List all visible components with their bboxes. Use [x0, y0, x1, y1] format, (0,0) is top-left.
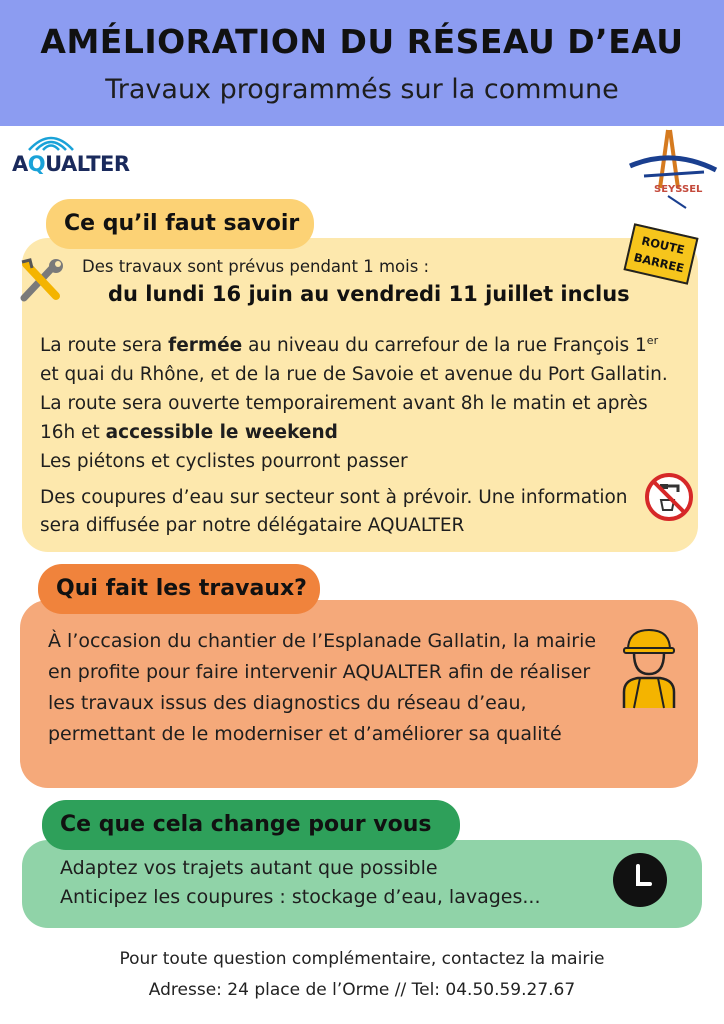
aqualter-logo-rest: UALTER [45, 152, 130, 176]
section-impact-heading: Ce que cela change pour vous [42, 800, 460, 850]
closure-text-bold-weekend: accessible le weekend [105, 422, 338, 444]
closure-text-c: au niveau du carrefour de la rue François 1 [242, 335, 647, 357]
road-sign-line1: ROUTE [640, 233, 686, 257]
road-closed-sign-icon [620, 224, 704, 290]
no-water-icon [644, 472, 694, 522]
section-impact-box [22, 840, 702, 928]
works-duration-text: Des travaux sont prévus pendant 1 mois : [82, 257, 430, 276]
address-phone-text: Adresse: 24 place de l’Orme // Tel: 04.50.59.27.67 [148, 980, 576, 1000]
aqualter-logo-q: Q [27, 152, 46, 176]
closure-text-d: et quai du Rhône, et de la rue de Savoie et avenue du Port Gallatin. La route sera ouverte temporairement avant 8h le matin et après 16h et [40, 364, 668, 444]
road-sign-line2: BARREE [632, 250, 686, 276]
page-title: AMÉLIORATION DU RÉSEAU D’EAU [40, 22, 684, 61]
road-closure-paragraph [40, 326, 670, 476]
tools-icon [16, 258, 68, 304]
works-dates: du lundi 16 juin au vendredi 11 juillet inclus [108, 282, 630, 306]
water-cuts-text: Des coupures d’eau sur secteur sont à prévoir. Une information sera diffusée par notre délégataire AQUALTER [40, 487, 628, 536]
seyssel-logo-text: SEYSSEL [654, 184, 703, 195]
aqualter-logo [12, 130, 144, 184]
pedestrians-text: Les piétons et cyclistes pourront passer [40, 451, 408, 473]
construction-worker-icon [620, 626, 678, 710]
page-subtitle: Travaux programmés sur la commune [105, 74, 619, 105]
impact-line-2: Anticipez les coupures : stockage d’eau, lavages... [60, 886, 541, 908]
water-wave-icon [26, 130, 76, 152]
section-who-heading: Qui fait les travaux? [38, 564, 320, 614]
bridge-icon [624, 126, 720, 210]
who-works-paragraph: À l’occasion du chantier de l’Esplanade Gallatin, la mairie en profite pour faire intervenir AQUALTER afin de réaliser les travaux issus des diagnostics du réseau d’eau, permettant de le moderniser et d’améliorer sa qualité [48, 630, 597, 745]
closure-text-bold-closed: fermée [168, 335, 243, 357]
header-banner [0, 0, 724, 126]
aqualter-logo-a: A [12, 152, 28, 176]
closure-text-a: La route sera [40, 335, 169, 357]
section-info-heading: Ce qu’il faut savoir [46, 199, 314, 249]
seyssel-logo [624, 126, 720, 210]
impact-line-1: Adaptez vos trajets autant que possible [60, 857, 438, 879]
clock-icon [612, 852, 668, 908]
contact-text: Pour toute question complémentaire, contactez la mairie [119, 949, 605, 969]
closure-text-sup: er [646, 334, 659, 347]
